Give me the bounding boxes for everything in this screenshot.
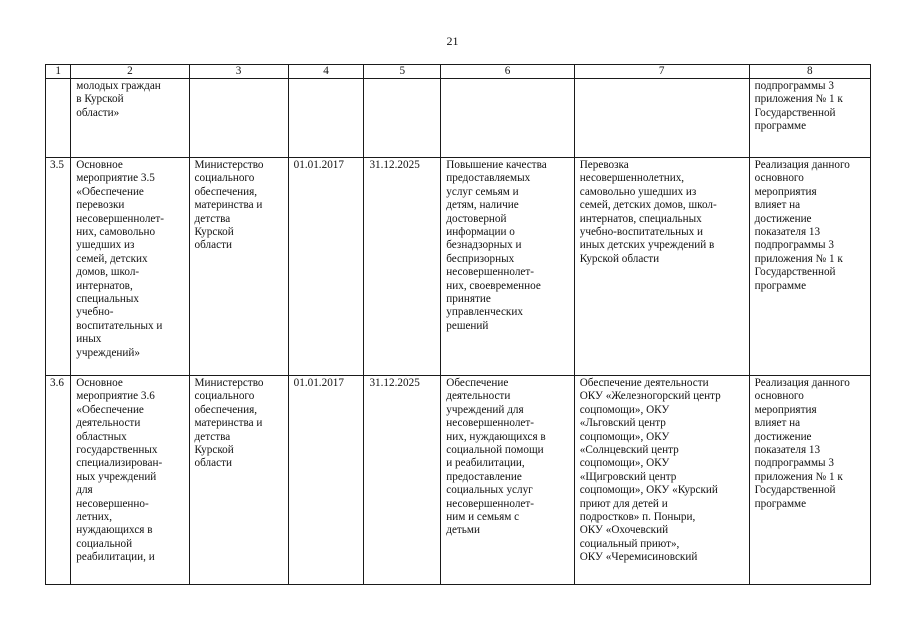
end-date-cell bbox=[364, 79, 441, 158]
measure-name: молодых граждан в Курской области» bbox=[76, 80, 161, 119]
indicator-link: Реализация данного основного мероприятия влияет на достижение показателя 13 подпрограммы 3 приложения № 1 к Государственной программе bbox=[754, 159, 850, 292]
column-header: 3 bbox=[189, 65, 288, 79]
table-row bbox=[46, 79, 871, 158]
content-cell bbox=[574, 79, 749, 158]
column-header: 8 bbox=[749, 65, 870, 79]
row-number: 3.5 bbox=[50, 159, 64, 171]
start-date: 01.01.2017 bbox=[293, 377, 344, 389]
indicator-link: Реализация данного основного мероприятия влияет на достижение показателя 13 подпрограммы 3 приложения № 1 к Государственной программе bbox=[754, 377, 850, 510]
column-header: 4 bbox=[288, 65, 364, 79]
start-date-cell bbox=[288, 158, 364, 376]
column-header: 1 bbox=[46, 65, 71, 79]
start-date: 01.01.2017 bbox=[293, 159, 344, 171]
expected-result-cell bbox=[441, 79, 574, 158]
end-date: 31.12.2025 bbox=[369, 159, 420, 171]
executor: Министерство социального обеспечения, материнства и детства Курской области bbox=[194, 377, 264, 470]
indicator-link: подпрограммы 3 приложения № 1 к Государственной программе bbox=[754, 80, 843, 133]
end-date: 31.12.2025 bbox=[369, 377, 420, 389]
column-header: 7 bbox=[574, 65, 749, 79]
column-number-row bbox=[46, 65, 871, 79]
measures-table bbox=[45, 64, 871, 585]
row-number-cell bbox=[46, 79, 71, 158]
content-cell bbox=[574, 158, 749, 376]
column-header: 5 bbox=[364, 65, 441, 79]
executor-cell bbox=[189, 376, 288, 585]
expected-result-cell bbox=[441, 376, 574, 585]
measure-name-cell bbox=[71, 158, 189, 376]
measure-name-cell bbox=[71, 376, 189, 585]
table-row bbox=[46, 376, 871, 585]
column-header: 6 bbox=[441, 65, 574, 79]
expected-result: Обеспечение деятельности учреждений для несовершеннолет- них, нуждающихся в социальной помощи и реабилитации, предоставление социальных услуг несовершеннолет- ним и семьям с детьми bbox=[446, 377, 546, 537]
end-date-cell bbox=[364, 158, 441, 376]
expected-result-cell bbox=[441, 158, 574, 376]
measure-content: Обеспечение деятельности ОКУ «Железногорский центр соцпомощи», ОКУ «Льговский центр соцпомощи», ОКУ «Солнцевский центр соцпомощи», ОКУ «Щигровский центр соцпомощи», ОКУ «Курский приют для детей и подростков» п. Поныри, ОКУ «Охочевский социальный приют», ОКУ «Черемисиновский bbox=[579, 377, 721, 564]
content-cell bbox=[574, 376, 749, 585]
expected-result: Повышение качества предоставляемых услуг семьям и детям, наличие достоверной информации о безнадзорных и беспризорных несовершеннолет- них, своевременное принятие управленческих решений bbox=[446, 159, 547, 332]
table-row bbox=[46, 158, 871, 376]
measure-name-cell bbox=[71, 79, 189, 158]
row-number-cell bbox=[46, 158, 71, 376]
indicator-link-cell bbox=[749, 79, 870, 158]
indicator-link-cell bbox=[749, 376, 870, 585]
start-date-cell bbox=[288, 79, 364, 158]
end-date-cell bbox=[364, 376, 441, 585]
executor: Министерство социального обеспечения, материнства и детства Курской области bbox=[194, 159, 264, 252]
indicator-link-cell bbox=[749, 158, 870, 376]
measure-name: Основное мероприятие 3.5 «Обеспечение перевозки несовершеннолет- них, самовольно ушедших из семей, детских домов, школ- интернатов, специальных учебно- воспитательных и иных учреждений» bbox=[76, 159, 164, 359]
executor-cell bbox=[189, 79, 288, 158]
page-number: 21 bbox=[446, 34, 459, 48]
executor-cell bbox=[189, 158, 288, 376]
measure-name: Основное мероприятие 3.6 «Обеспечение деятельности областных государственных специализирован- ных учреждений для несовершенно- летних, нуждающихся в социальной реабилитации, и bbox=[76, 377, 163, 564]
start-date-cell bbox=[288, 376, 364, 585]
row-number-cell bbox=[46, 376, 71, 585]
column-header: 2 bbox=[71, 65, 189, 79]
row-number: 3.6 bbox=[50, 377, 64, 389]
measure-content: Перевозка несовершеннолетних, самовольно ушедших из семей, детских домов, школ- интернатов, специальных учебно-воспитательных и иных детских учреждений в Курской области bbox=[579, 159, 717, 265]
